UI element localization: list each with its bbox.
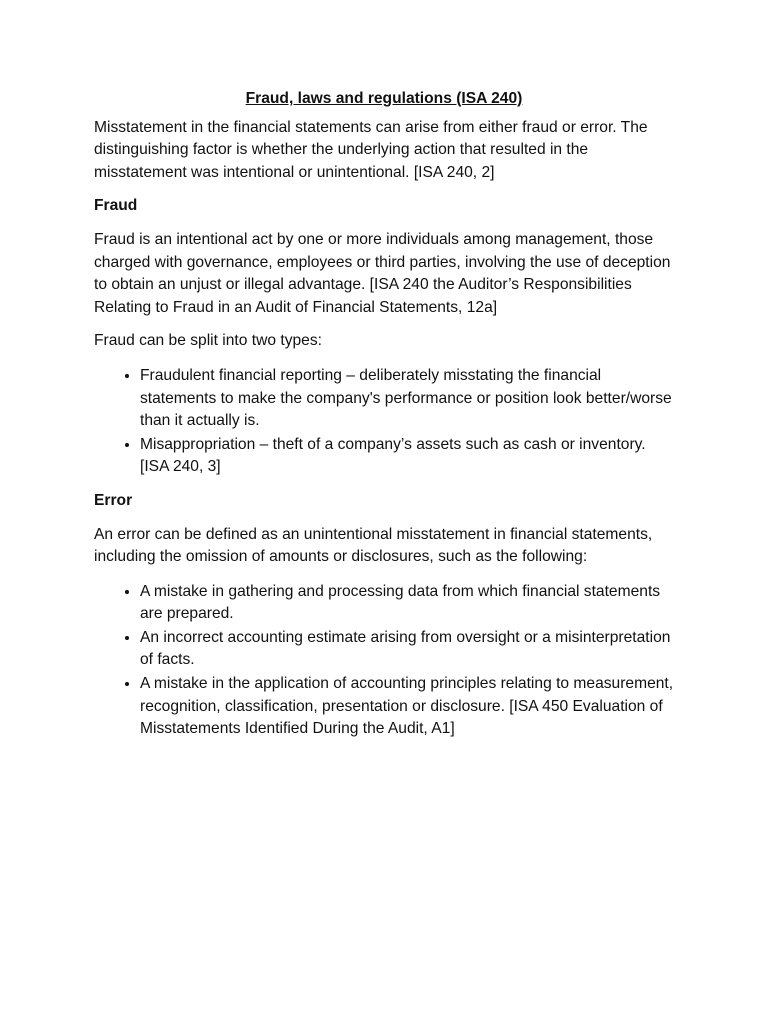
error-examples-list <box>94 580 674 741</box>
fraud-definition-paragraph: Fraud is an intentional act by one or more individuals among management, those charged with governance, employees or third parties, involving the use of deception to obtain an unjust or illegal advantage. [ISA 240 the Auditor’s Responsibilities Relating to Fraud in an Audit of Financial Statements, 12a] <box>94 230 671 316</box>
list-item: • Misappropriation – theft of a company’s assets such as cash or inventory. [ISA 240, 3] <box>140 433 674 479</box>
fraud-types-list <box>94 364 674 479</box>
list-item: • A mistake in the application of accounting principles relating to measurement, recognition, classification, presentation or disclosure. [ISA 450 Evaluation of Misstatements Identified During the Audit, A1] <box>140 672 674 741</box>
document-title: Fraud, laws and regulations (ISA 240) <box>245 90 523 107</box>
list-item: • Fraudulent financial reporting – deliberately misstating the financial statements to make the company's performance or position look better/worse than it actually is. <box>140 364 674 433</box>
list-item: • An incorrect accounting estimate arising from oversight or a misinterpretation of facts. <box>140 626 674 672</box>
error-heading: Error <box>94 491 133 509</box>
intro-paragraph: Misstatement in the financial statements can arise from either fraud or error. The distinguishing factor is whether the underlying action that resulted in the misstatement was intentional or unintentional. [ISA 240, 2] <box>94 118 648 181</box>
fraud-types-intro: Fraud can be split into two types: <box>94 332 322 350</box>
error-definition-paragraph: An error can be defined as an unintentional misstatement in financial statements, including the omission of amounts or disclosures, such as the following: <box>94 525 653 566</box>
list-item: • A mistake in gathering and processing data from which financial statements are prepared. <box>140 580 674 626</box>
fraud-heading: Fraud <box>94 197 138 215</box>
document-body <box>94 88 674 752</box>
